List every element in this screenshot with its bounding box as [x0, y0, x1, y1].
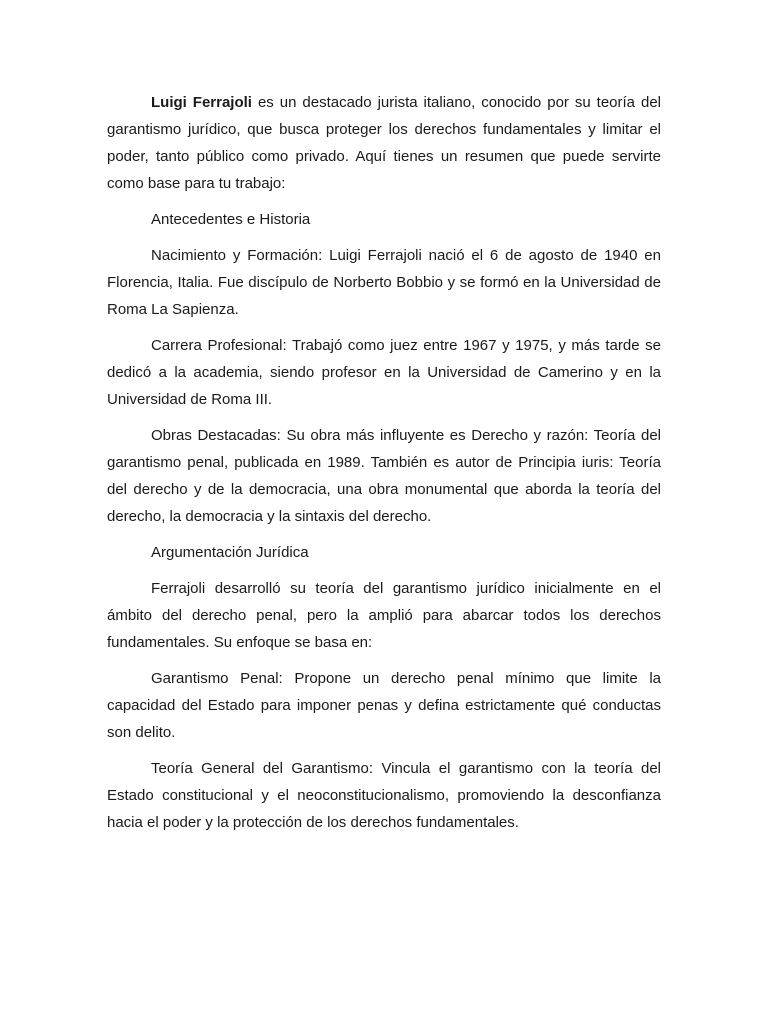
author-name: Luigi Ferrajoli [151, 94, 252, 111]
paragraph-teoria-general: Teoría General del Garantismo: Vincula el garantismo con la teoría del Estado constitucional y el neoconstitucionalismo, promoviendo la desconfianza hacia el poder y la protección de los derechos fundamentales. [107, 760, 661, 831]
section-heading-antecedentes: Antecedentes e Historia [151, 211, 311, 228]
paragraph-obras: Obras Destacadas: Su obra más influyente es Derecho y razón: Teoría del garantismo penal, publicada en 1989. También es autor de Principia iuris: Teoría del derecho y de la democracia, una obra monumental que aborda la teoría del derecho, la democracia y la sintaxis del derecho. [107, 427, 661, 525]
paragraph-carrera: Carrera Profesional: Trabajó como juez entre 1967 y 1975, y más tarde se dedicó a la academia, siendo profesor en la Universidad de Camerino y en la Universidad de Roma III. [107, 337, 661, 408]
paragraph-desarrollo: Ferrajoli desarrolló su teoría del garantismo jurídico inicialmente en el ámbito del derecho penal, pero la amplió para abarcar todos los derechos fundamentales. Su enfoque se basa en: [107, 580, 661, 651]
section-heading-argumentacion: Argumentación Jurídica [151, 544, 309, 561]
paragraph-garantismo-penal: Garantismo Penal: Propone un derecho penal mínimo que limite la capacidad del Estado para imponer penas y defina estrictamente qué conductas son delito. [107, 670, 661, 741]
paragraph-nacimiento: Nacimiento y Formación: Luigi Ferrajoli nació el 6 de agosto de 1940 en Florencia, Italia. Fue discípulo de Norberto Bobbio y se formó en la Universidad de Roma La Sapienza. [107, 247, 661, 318]
intro-paragraph [107, 89, 661, 197]
intro-text: es un destacado jurista italiano, conocido por su teoría del garantismo jurídico, que busca proteger los derechos fundamentales y limitar el poder, tanto público como privado. Aquí tienes un resumen que puede servirte como base para tu trabajo: [107, 94, 662, 192]
